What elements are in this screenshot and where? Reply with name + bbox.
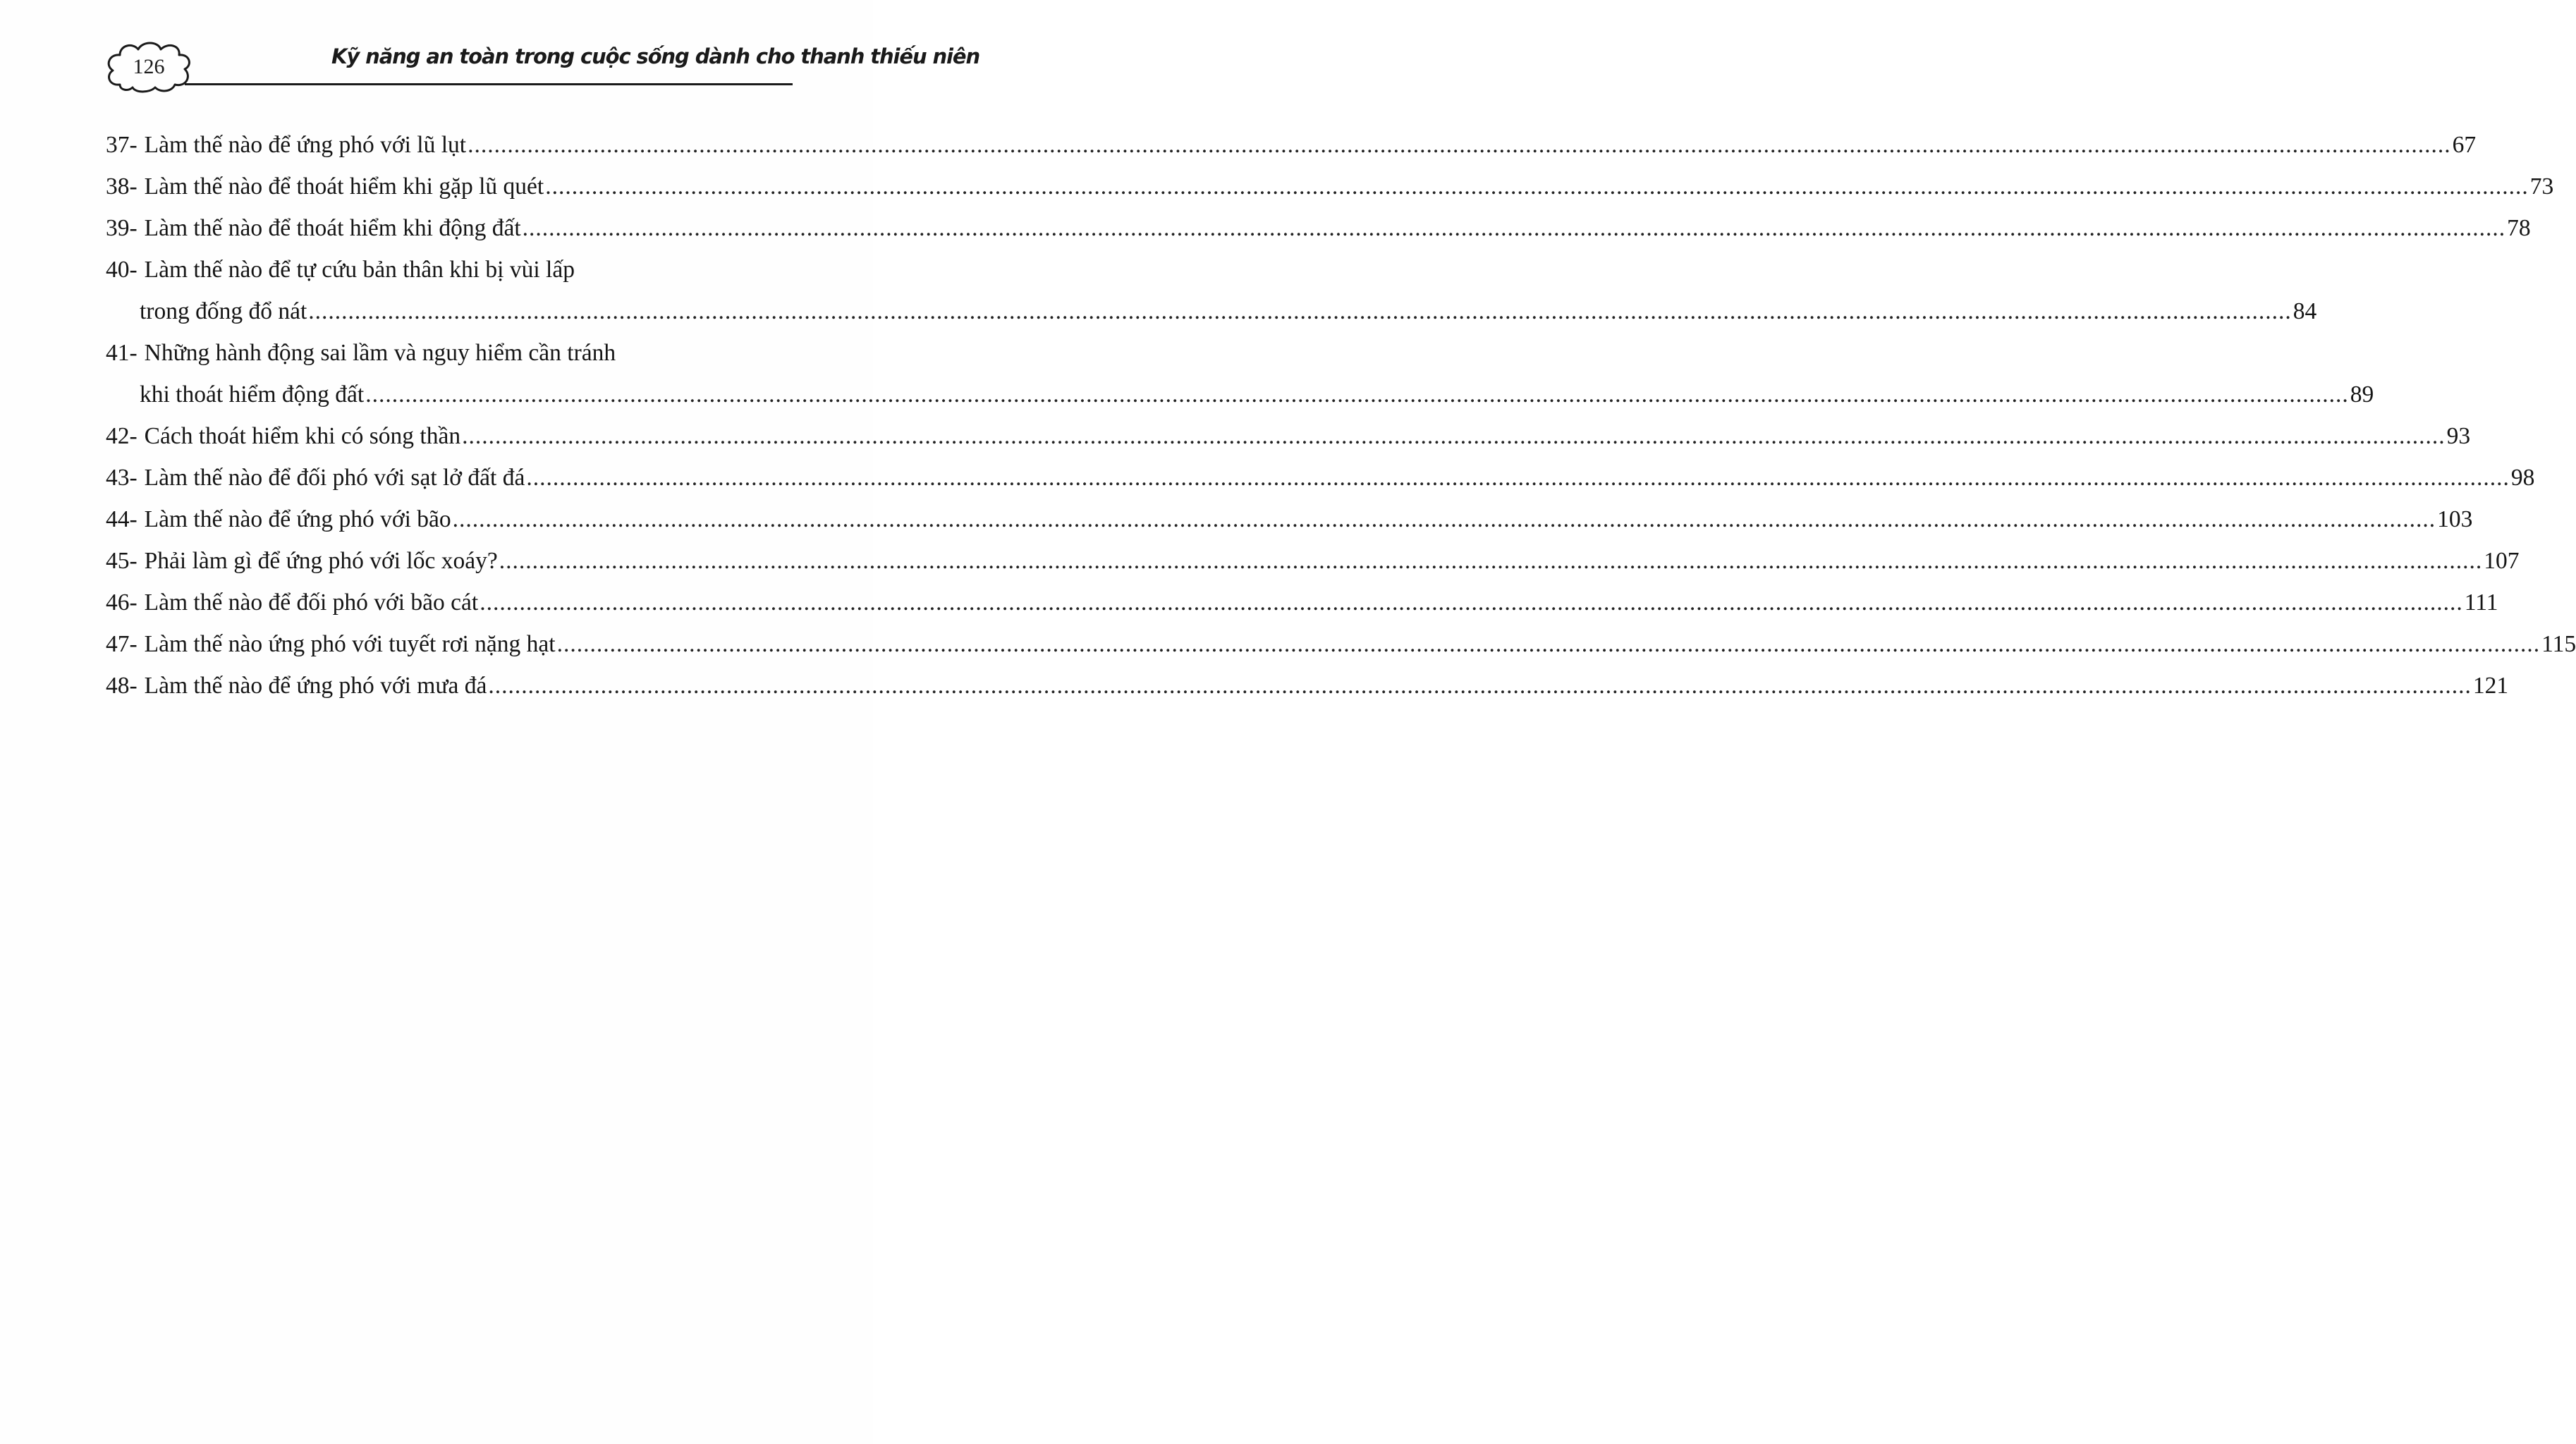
toc-entry-title: Làm thế nào để thoát hiểm khi động đất [144,215,521,241]
toc-entry-title: Làm thế nào để đối phó với sạt lở đất đá [144,465,525,491]
toc-entry-page: 121 [2472,673,2509,699]
toc-entry-title: Cách thoát hiểm khi có sóng thần [144,423,461,449]
toc-entry [106,166,2554,207]
toc-entry-page: 78 [2507,215,2531,241]
toc-entry-title: Những hành động sai lầm và nguy hiểm cần tránh [144,340,616,366]
toc-entry-page: 93 [2446,423,2471,449]
dot-leader: ............................................................................................................................................................................................................................................................................................................ [522,215,2506,241]
dot-leader: ............................................................................................................................................................................................................................................................................................................ [468,132,2451,158]
toc-entry-number: 39- [106,215,138,241]
toc-line [106,415,2471,457]
toc-entry-title: Phải làm gì để ứng phó với lốc xoáy? [144,548,498,574]
toc-entry-title: Làm thế nào để tự cứu bản thân khi bị vùi lấp [144,257,575,283]
toc-line [106,207,2531,249]
page-number: 126 [133,55,165,78]
toc-entry [106,249,2317,332]
toc-entry-title: Làm thế nào ứng phó với tuyết rơi nặng hạt [144,631,556,657]
dot-leader: ............................................................................................................................................................................................................................................................................................................ [556,631,2541,657]
dot-leader: ............................................................................................................................................................................................................................................................................................................ [308,298,2292,324]
toc-line [106,457,2535,498]
dot-leader: ............................................................................................................................................................................................................................................................................................................ [365,381,2349,408]
toc-entry-page: 115 [2541,631,2576,657]
toc-entry [106,665,2509,706]
toc-entry-number: 41- [106,340,138,366]
toc-entry-title: trong đống đổ nát [140,298,307,324]
toc-entry-number: 37- [106,132,138,158]
toc-entry-title: Làm thế nào để ứng phó với mưa đá [144,673,487,699]
toc-entry-number: 46- [106,589,138,616]
dot-leader: ............................................................................................................................................................................................................................................................................................................ [545,173,2529,200]
toc-line [106,249,787,290]
toc-entry-page: 103 [2437,506,2473,532]
dot-leader: ............................................................................................................................................................................................................................................................................................................ [526,465,2510,491]
toc-entry [106,582,2498,623]
toc-entry-page: 89 [2350,381,2374,408]
table-of-contents [106,124,2576,706]
toc-line [106,374,2374,415]
toc-entry-number: 48- [106,673,138,699]
toc-line [106,665,2509,706]
toc-entry-page: 107 [2484,548,2520,574]
toc-entry-page: 111 [2464,589,2498,616]
toc-entry-title: khi thoát hiểm động đất [140,381,365,408]
toc-entry [106,332,2374,415]
dot-leader: ............................................................................................................................................................................................................................................................................................................ [452,506,2436,532]
toc-entry [106,540,2520,582]
toc-entry-page: 73 [2529,173,2554,200]
running-title: Kỹ năng an toàn trong cuộc sống dành cho thanh thiếu niên [331,44,980,68]
toc-entry [106,207,2531,249]
toc-entry-page: 84 [2293,298,2317,324]
toc-entry [106,498,2473,540]
toc-line [106,332,787,374]
toc-entry [106,124,2477,166]
toc-entry-number: 42- [106,423,138,449]
toc-entry-number: 47- [106,631,138,657]
toc-line [106,124,2477,166]
dot-leader: ............................................................................................................................................................................................................................................................................................................ [480,589,2463,616]
toc-line [106,582,2498,623]
toc-line [106,166,2554,207]
toc-entry [106,623,2576,665]
dot-leader: ............................................................................................................................................................................................................................................................................................................ [462,423,2446,449]
toc-entry-number: 45- [106,548,138,574]
toc-entry-page: 67 [2452,132,2477,158]
toc-entry-title: Làm thế nào để ứng phó với bão [144,506,451,532]
toc-line [106,540,2520,582]
toc-entry-number: 43- [106,465,138,491]
dot-leader: ............................................................................................................................................................................................................................................................................................................ [488,673,2472,699]
header-rule [185,83,793,85]
toc-line [106,290,2317,332]
toc-entry-number: 44- [106,506,138,532]
toc-entry [106,415,2471,457]
toc-line [106,623,2576,665]
page-number-cloud [104,39,193,93]
toc-entry-title: Làm thế nào để đối phó với bão cát [144,589,479,616]
dot-leader: ............................................................................................................................................................................................................................................................................................................ [499,548,2483,574]
running-header [0,0,980,99]
toc-entry-page: 98 [2510,465,2535,491]
toc-line [106,498,2473,540]
toc-entry-title: Làm thế nào để thoát hiểm khi gặp lũ quét [144,173,544,200]
toc-entry-title: Làm thế nào để ứng phó với lũ lụt [144,132,467,158]
toc-entry [106,457,2535,498]
toc-entry-number: 40- [106,257,138,283]
toc-entry-number: 38- [106,173,138,200]
